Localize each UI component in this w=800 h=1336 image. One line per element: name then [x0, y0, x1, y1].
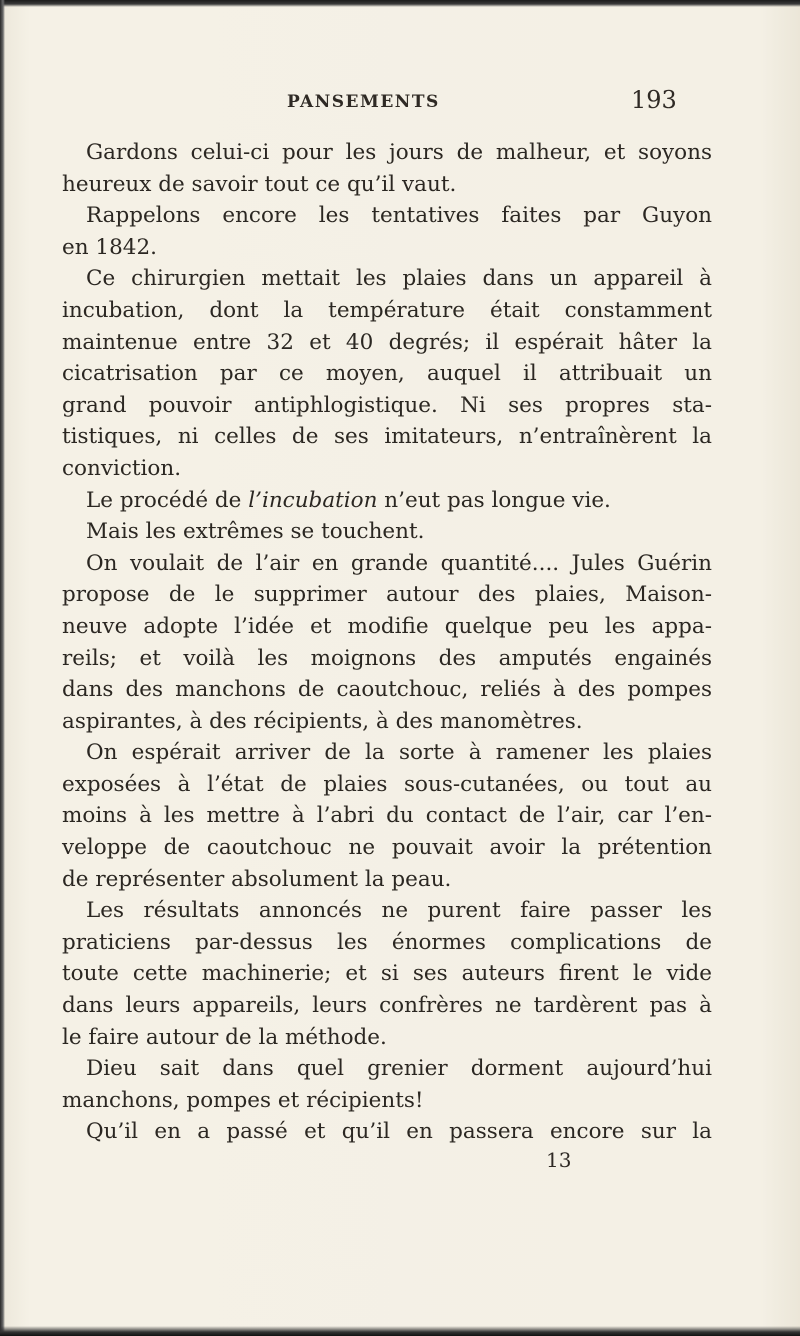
text-line: [62, 548, 712, 580]
text-line: [62, 990, 712, 1022]
text-line-content: praticiens par-dessus les énormes complications de: [62, 929, 712, 955]
text-line: [62, 927, 712, 959]
text-line: [62, 958, 712, 990]
page-header: [0, 86, 800, 116]
text-line: [62, 737, 712, 769]
page-top-edge: [0, 0, 800, 7]
text-line-content: On espérait arriver de la sorte à ramener les plaies: [86, 740, 712, 766]
text-line-content: Qu’il en a passé et qu’il en passera encore sur la: [86, 1119, 712, 1145]
page-bottom-edge: [0, 1326, 800, 1336]
text-line-content: toute cette machinerie; et si ses auteurs firent le vide: [62, 961, 712, 987]
text-line: [62, 832, 712, 864]
text-line: [62, 800, 712, 832]
running-title: PANSEMENTS: [287, 92, 440, 112]
page-number: 193: [631, 86, 677, 114]
signature-mark: 13: [546, 1148, 572, 1172]
text-line: [62, 769, 712, 801]
text-line: [62, 864, 712, 896]
text-line: [62, 1085, 712, 1117]
text-line: [62, 453, 712, 485]
text-line-content: veloppe de caoutchouc ne pouvait avoir la prétention: [62, 835, 712, 861]
text-line: [62, 516, 712, 548]
text-line-content: dans des manchons de caoutchouc, reliés à des pompes: [62, 677, 712, 703]
text-line-content: Dieu sait dans quel grenier dorment aujourd’hui: [86, 1056, 712, 1082]
text-line-content: n’eut pas longue vie.: [377, 487, 611, 513]
text-line-content: incubation, dont la température était constamment: [62, 297, 712, 323]
text-line: [62, 295, 712, 327]
text-line-content: aspirantes, à des récipients, à des manomètres.: [62, 708, 583, 734]
text-line-content: maintenue entre 32 et 40 degrés; il espérait hâter la: [62, 329, 712, 355]
text-line-content: On voulait de l’air en grande quantité.... Jules Guérin: [86, 550, 712, 576]
text-line: [62, 485, 712, 517]
text-line: [62, 706, 712, 738]
page-left-edge: [0, 0, 5, 1336]
text-line: [62, 895, 712, 927]
text-line: [62, 643, 712, 675]
text-line-content: Les résultats annoncés ne purent faire passer les: [86, 898, 712, 924]
body-text: [62, 137, 712, 1148]
text-line-content: reils; et voilà les moignons des amputés engainés: [62, 645, 712, 671]
text-line-content: heureux de savoir tout ce qu’il vaut.: [62, 171, 457, 197]
text-line: [62, 358, 712, 390]
text-line-content: le faire autour de la méthode.: [62, 1024, 387, 1050]
text-line-content: propose de le supprimer autour des plaies, Maison-: [62, 582, 712, 608]
text-line-content: Mais les extrêmes se touchent.: [86, 519, 425, 545]
text-line-content: exposées à l’état de plaies sous-cutanées, ou tout au: [62, 771, 712, 797]
text-line: [62, 232, 712, 264]
text-line: [62, 200, 712, 232]
text-line: [62, 1053, 712, 1085]
text-line: [62, 1116, 712, 1148]
text-line-content: Rappelons encore les tentatives faites par Guyon: [86, 203, 712, 229]
text-line-content: neuve adopte l’idée et modifie quelque peu les appa-: [62, 613, 712, 639]
text-line: [62, 390, 712, 422]
text-line: [62, 137, 712, 169]
text-line-content: moins à les mettre à l’abri du contact de l’air, car l’en-: [62, 803, 712, 829]
text-line: [62, 421, 712, 453]
text-line-content: manchons, pompes et récipients!: [62, 1087, 424, 1113]
text-line: [62, 169, 712, 201]
text-line-content: tistiques, ni celles de ses imitateurs, n’entraînèrent la: [62, 424, 712, 450]
text-line: [62, 327, 712, 359]
text-line: [62, 611, 712, 643]
text-line-content: cicatrisation par ce moyen, auquel il attribuait un: [62, 361, 712, 387]
text-line-content: Gardons celui-ci pour les jours de malheur, et soyons: [86, 140, 712, 165]
text-line-content: conviction.: [62, 455, 182, 481]
text-line-content: Le procédé de: [86, 487, 249, 513]
italic-term: l’incubation: [248, 487, 378, 513]
text-line: [62, 263, 712, 295]
text-line: [62, 1022, 712, 1054]
text-line-content: de représenter absolument la peau.: [62, 866, 452, 892]
text-line-content: dans leurs appareils, leurs confrères ne tardèrent pas à: [62, 993, 712, 1019]
text-line-content: Ce chirurgien mettait les plaies dans un appareil à: [86, 266, 712, 292]
text-line-content: grand pouvoir antiphlogistique. Ni ses propres sta-: [62, 392, 712, 418]
text-line-content: en 1842.: [62, 234, 157, 260]
text-line: [62, 579, 712, 611]
text-line: [62, 674, 712, 706]
